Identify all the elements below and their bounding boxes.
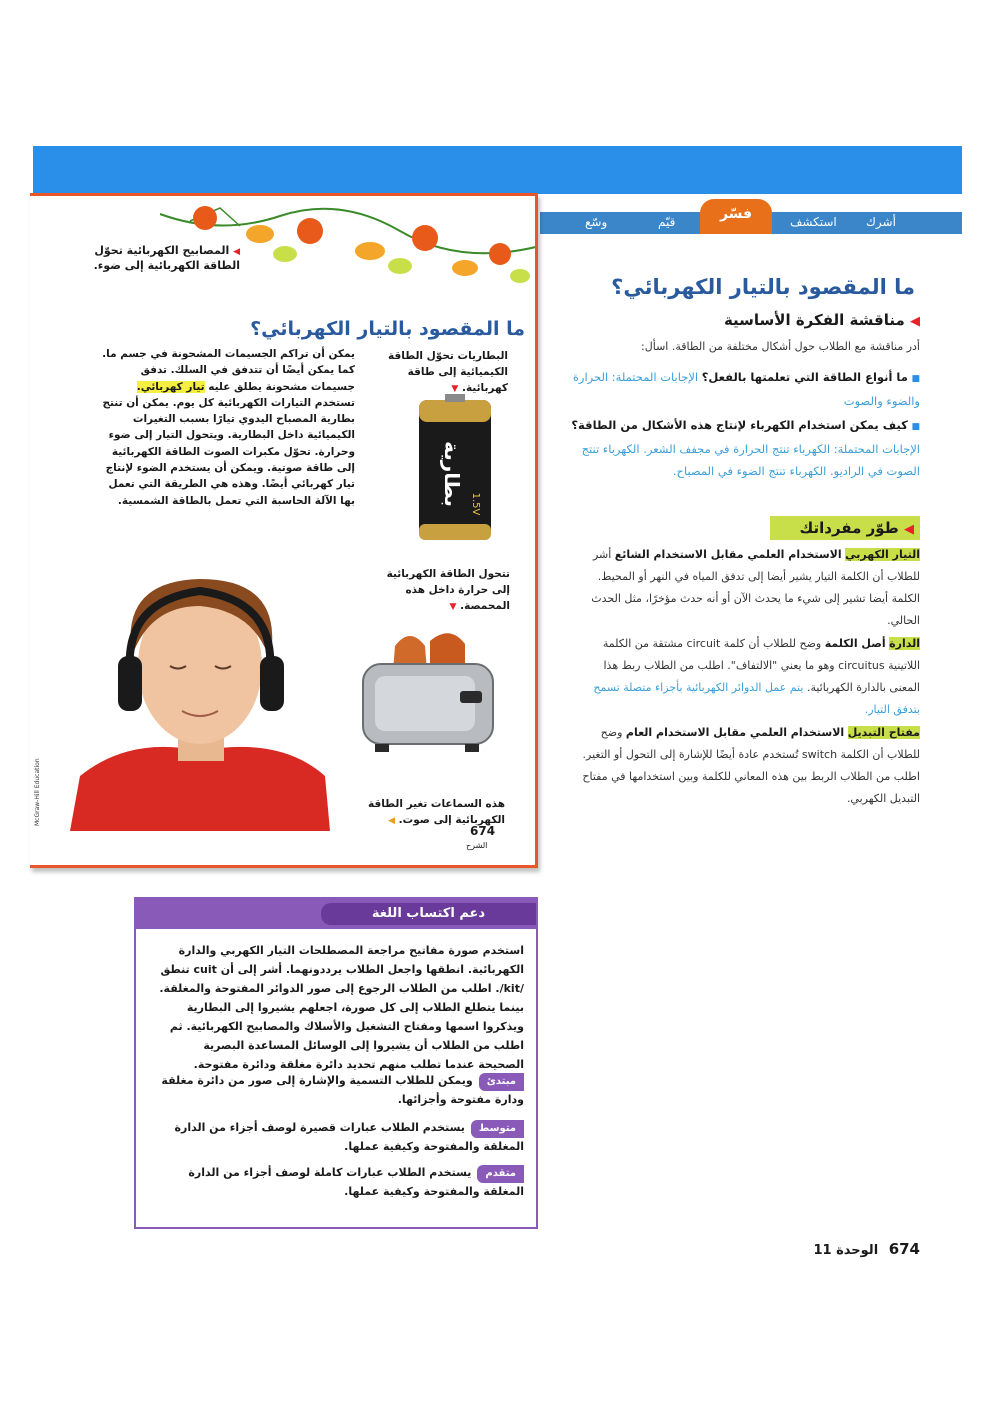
sub-heading-text: مناقشة الفكرة الأساسية (723, 311, 905, 329)
vocab-label: أصل الكلمة (824, 637, 886, 650)
language-support-body: استخدم صورة مفاتيح مراجعة المصطلحات التيار الكهربي والدارة الكهربائية. انطقها واجعل الطلاب يرددونهما. أشر إلى أن cuit تنطق /kit/. اطلب من الطلاب الرجوع إلى صور الدوائر المفتوحة والمغلقة. بينما يتطلع الطلاب إلى كل صورة، اجعلهم يشيروا إلى البطارية ويذكروا اسمها ومفتاح التشغيل والأسلاك والمصابيح الكهربائية. ثم اطلب من الطلاب أن يشيروا إلى الوسائل المساعدة البصرية الصحيحة عندما تطلب منهم تحديد دائرة مغلقة ودائرة مفتوحة. (159, 944, 524, 1071)
vocab-heading-text: طوّر مفرداتك (799, 519, 899, 537)
sub-heading (560, 311, 920, 329)
vocab-term: مفتاح التبديل (847, 726, 920, 739)
body-text-part: تستخدم التيارات الكهربائية كل يوم. يمكن أن تنتج بطارية المصباح اليدوي تيارًا بسبب التغيرات الكيميائية داخل البطارية. ويتحول التيار إلى ضوء وحرارة. تحوّل مكبرات الصوت الطاقة الكهربائية إلى طاقة صوتية. ويمكن أن يستخدم الضوء لإنتاج تيار كهربائي أيضًا. وهذه هي الطريقة التي تعمل بها الآلة الحاسبة التي تعمل بالطاقة الشمسية. (102, 396, 355, 507)
bullet-icon: ■ (911, 422, 920, 432)
tab-engage[interactable]: أشرك (866, 215, 896, 229)
answer-text: الإجابات المحتملة: الحرارة والضوء والصوت (572, 370, 920, 408)
highlight-term: تيار كهربائي. (136, 380, 205, 393)
caption-lights (70, 244, 240, 273)
bullet-icon: ■ (911, 374, 920, 384)
vocab-term: الدارة (889, 637, 920, 650)
level-tag: متوسط (471, 1120, 524, 1138)
vocab-label: الاستخدام العلمي مقابل الاستخدام الشائع (614, 548, 842, 561)
student-body-text (95, 346, 355, 509)
triangle-icon: ◀ (233, 247, 240, 257)
arrow-icon: ◀ (910, 314, 920, 329)
level-beginner (154, 1072, 524, 1109)
level-text: ويمكن للطلاب التسمية والإشارة إلى صور من دائرة مغلقة ودارة مفتوحة وأجزائها. (161, 1074, 524, 1106)
question-text: كيف يمكن استخدام الكهرباء لإنتاج هذه الأشكال من الطاقة؟ (571, 418, 908, 432)
level-tag: مبتدئ (479, 1073, 524, 1091)
answer-text: الإجابات المحتملة: الكهرباء تنتج الحرارة في مجفف الشعر. الكهرباء تنتج الصوت في الراديو. الكهرباء تنتج الضوء في المصباح. (581, 442, 920, 478)
caption-battery (370, 348, 508, 397)
student-page-inset (30, 193, 538, 868)
boy-with-headphones-image (70, 561, 330, 831)
question-item (545, 414, 920, 482)
language-support-box (134, 897, 538, 1229)
intro-text: أدر مناقشة مع الطلاب حول أشكال مختلفة من الطاقة. اسأل: (641, 340, 920, 353)
page-footer (770, 1240, 920, 1258)
footer-unit: الوحدة 11 (813, 1243, 879, 1258)
vocab-entry (575, 633, 920, 721)
vocab-text: وضح للطلاب أن كلمة circuit مشتقة من الكلمة اللاتينية circuitus وهو ما يعني "الالتفاف". اطلب من الطلاب ربط هذا المعنى بالدارة الكهربائية. (602, 637, 920, 694)
toaster-image (355, 616, 500, 761)
vocab-text: أشر للطلاب أن الكلمة التيار يشير أيضا إلى تدفق المياه في النهر أو المحيط. الكلمة أيضا تشير إلى شيء ما يحدث الآن أو أنه حدث مؤخرًا، مثل الحدث الحالي. (591, 548, 920, 627)
main-heading: ما المقصود بالتيار الكهربائي؟ (611, 275, 915, 299)
question-text: ما أنواع الطاقة التي تعلمتها بالفعل؟ (701, 370, 908, 384)
triangle-icon: ◀ (388, 816, 395, 826)
caption-toaster-text: تتحول الطاقة الكهربائية إلى حرارة داخل هذه المحمصة. (386, 568, 510, 612)
tab-evaluate[interactable]: قيّم (658, 215, 676, 229)
student-page-number: 674 (470, 824, 496, 838)
vocab-entry (575, 544, 920, 632)
triangle-icon: ▼ (451, 384, 459, 394)
battery-image (415, 394, 495, 544)
battery-voltage: 1.5V (470, 492, 481, 516)
lesson-tabs (540, 194, 962, 240)
caption-lights-text: المصابيح الكهربائية تحوّل الطاقة الكهربائية إلى ضوء. (93, 244, 240, 272)
student-page-label: الشرح (466, 841, 488, 850)
vocab-heading (770, 516, 920, 540)
vocab-term: التيار الكهربي (845, 548, 920, 561)
caption-toaster (370, 566, 510, 615)
vocab-entry (575, 722, 920, 810)
vocab-text: وضح للطلاب أن الكلمة switch تُستخدم عادة أيضًا للإشارة إلى التحول أو التغير. اطلب من الطلاب الربط بين هذه المعاني للكلمة وبين استخدامها في مفتاح التبديل الكهربي. (582, 726, 920, 805)
tab-extend[interactable]: وسّع (585, 215, 608, 229)
vocab-label: الاستخدام العلمي مقابل الاستخدام العام (625, 726, 845, 739)
level-intermediate (154, 1119, 524, 1156)
arrow-icon: ◀ (904, 522, 914, 537)
body-text-part: يمكن أن تراكم الجسيمات المشحونة في جسم ما. كما يمكن أيضًا أن تتدفق في السلك. تدفق جسيمات مشحونة يطلق عليه (102, 348, 355, 393)
battery-label: بطارية (440, 441, 464, 507)
vocab-answer: يتم عمل الدوائر الكهربائية بأجزاء متصلة تسمح بتدفق التيار. (593, 681, 920, 716)
top-color-band (33, 146, 962, 194)
level-tag: متقدم (477, 1165, 524, 1183)
tab-explain[interactable]: فسّر (700, 199, 772, 234)
photo-credit: McGraw-Hill Education (34, 758, 41, 826)
language-support-header (136, 897, 538, 929)
level-advanced (154, 1164, 524, 1201)
level-text: يستخدم الطلاب عبارات كاملة لوصف أجزاء من الدارة المغلقة والمفتوحة وكيفية عملها. (188, 1166, 524, 1198)
student-page-title: ما المقصود بالتيار الكهربائي؟ (250, 318, 525, 340)
caption-headphones-text: هذه السماعات تغير الطاقة الكهربائية إلى صوت. (367, 798, 505, 826)
language-support-title: دعم اكتساب اللغة (321, 903, 536, 925)
triangle-icon: ▼ (449, 602, 457, 612)
level-text: يستخدم الطلاب عبارات قصيرة لوصف أجزاء من الدارة المغلقة والمفتوحة وكيفية عملها. (174, 1121, 524, 1153)
footer-page-number: 674 (888, 1240, 920, 1258)
caption-battery-text: البطاريات تحوّل الطاقة الكيميائية إلى طاقة كهربائية. (388, 350, 508, 394)
question-item (545, 366, 920, 412)
tab-explore[interactable]: استكشف (790, 215, 837, 229)
